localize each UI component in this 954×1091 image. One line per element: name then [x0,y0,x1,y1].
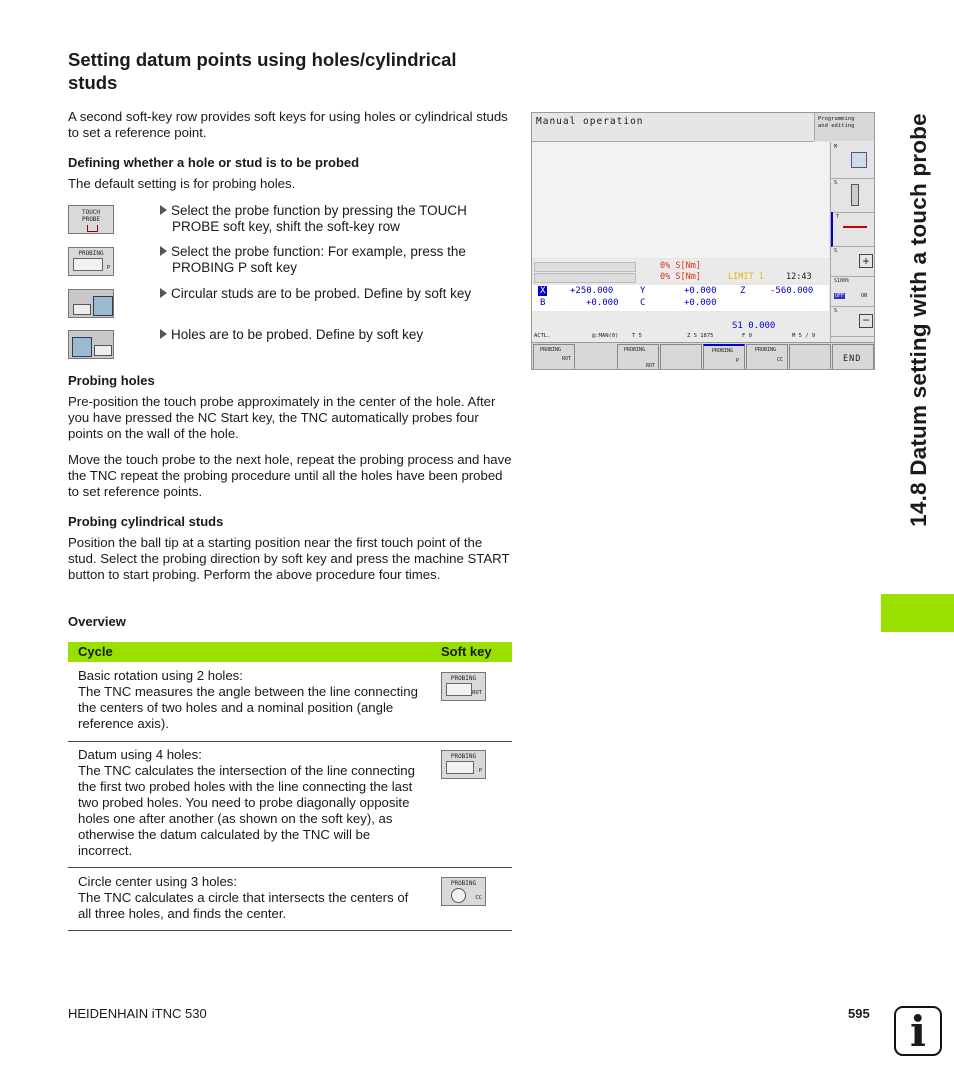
status-line-2: 0% S[Nm] [660,272,701,282]
screen-softkey: PROBING CC [746,344,788,370]
axis-y-label: Y [640,286,646,296]
stud-icon [73,304,91,315]
step-4-line1: Holes are to be probed. Define by soft key [171,327,424,342]
page-number: 595 [848,1006,870,1021]
probing-rot-icon [446,683,472,696]
chapter-title-text: 14.8 Datum setting with a touch probe [906,113,931,527]
mode-row-item: F 0 [742,333,752,339]
info-area [532,312,829,342]
row-1-title: Basic rotation using 2 holes: [78,668,243,683]
mode-row-item: Z S 1875 [687,333,714,339]
step-2-line1: Select the probe function: For example, press the [171,244,466,259]
axis-b-label: B [540,298,546,308]
arrow-icon [160,205,167,215]
footer-left: HEIDENHAIN iTNC 530 [68,1006,207,1021]
coordinates [532,285,829,311]
touch-probe-softkey [68,205,114,234]
side-key-t: T [831,212,875,247]
mode-row-item: M 5 / 9 [792,333,816,339]
info-icon: i [894,1006,942,1056]
status-area [532,259,829,283]
circle-center-icon [451,888,466,903]
screen-softkey [660,344,702,370]
hole-active-icon [72,337,92,357]
chapter-side-title [897,40,941,600]
probing-cc-softkey [441,877,486,906]
arrow-icon [160,246,167,256]
arrow-icon [843,226,867,228]
step-1-line1: Select the probe function by pressing the TOUCH [171,203,467,218]
load-bar [534,273,636,283]
probing-holes-p1: Pre-position the touch probe approximately in the center of the hole. After you have pressed the NC Start key, the TNC automatically probes four points on the wall of the hole. [68,394,496,441]
arrow-icon [160,329,167,339]
probing-holes-heading: Probing holes [68,373,155,388]
step-1 [160,203,510,235]
step-4 [160,327,510,343]
screen-display-area [532,142,829,258]
table-header [68,642,512,662]
arrow-icon [160,288,167,298]
row-divider [68,867,512,868]
limit-label: LIMIT 1 [728,272,764,282]
probing-p-table-icon [446,761,474,774]
step-2-line2: PROBING P soft key [172,260,298,275]
probing-holes-p2: Move the touch probe to the next hole, repeat the probing process and have the TNC repeat the probing procedure until all the holes have been probed to set reference points. [68,452,512,499]
overview-heading: Overview [68,614,126,629]
stud-softkey [68,289,114,318]
screen-softkey-end: END [832,344,874,370]
minus-icon: − [859,314,873,328]
probe-tip-icon [87,225,98,232]
row-3-desc: The TNC calculates a circle that intersects the centers of all three holes, and finds the center. [78,890,409,921]
axis-x-value: +250.000 [570,286,614,296]
hole-softkey [68,330,114,359]
side-key-minus: S − [831,306,875,337]
step-3 [160,286,510,302]
probing-rot-label: PROBING [450,675,477,682]
plus-icon: + [859,254,873,268]
on-label: ON [861,293,868,299]
screen-mode-right: Programming and editing [814,113,874,141]
probing-p-label: PROBING [450,753,477,760]
probing-p-softkey-table [441,750,486,779]
side-key-plus: S + [831,246,875,277]
side-key-m: M [831,142,875,179]
mode-row-item: T 5 [632,333,642,339]
load-bar [534,262,636,272]
probing-p-sub: P [478,768,482,774]
axis-z-value: -560.000 [770,286,814,296]
col-softkey: Soft key [441,644,492,659]
row-divider [68,741,512,742]
off-badge: OFF [835,293,845,299]
tnc-screen [531,112,875,370]
tool-icon [851,184,859,206]
spindle-icon [851,152,867,168]
side-key-s: S [831,178,875,213]
row-1-desc: The TNC measures the angle between the line connecting the centers of two holes and a nominal position (angle reference axis). [78,684,418,731]
define-heading: Defining whether a hole or stud is to be probed [68,155,360,170]
studs-text: Position the ball tip at a starting position near the first touch point of the stud. Select the probing direction by soft key and press the machine START button to start probing. Perform the above procedure four times. [68,535,510,582]
define-text: The default setting is for probing holes. [68,176,296,191]
probing-rot-softkey [441,672,486,701]
screen-softkey: PROBING P [703,344,745,370]
axis-c-value: +0.000 [684,298,717,308]
screen-softkey-row [532,342,874,370]
row-divider [68,930,512,931]
step-3-line1: Circular studs are to be probed. Define by soft key [171,286,472,301]
studs-heading: Probing cylindrical studs [68,514,224,529]
col-cycle: Cycle [78,644,113,659]
time-label: 12:43 [786,272,812,282]
probing-p-softkey-label: PROBING [78,250,104,257]
probing-p-softkey [68,247,114,276]
chapter-tab [881,594,954,632]
screen-softkey [789,344,831,370]
status-line-1: 0% S[Nm] [660,261,701,271]
stud-active-icon [93,296,113,316]
probing-cc-sub: CC [475,895,482,901]
step-1-line2: PROBE soft key, shift the soft-key row [172,219,400,234]
hole-icon [94,345,112,356]
axis-z-label: Z [740,286,746,296]
screen-softkey: PROBING ROT [617,344,659,370]
axis-y-value: +0.000 [684,286,717,296]
screen-side-keys [830,142,875,370]
screen-mode: Manual operation [536,116,644,127]
probing-p-icon [73,258,103,271]
section-title: Setting datum points using holes/cylindrical studs [68,49,457,93]
intro-paragraph: A second soft-key row provides soft keys for using holes or cylindrical studs to set a reference point. [68,109,508,140]
screen-softkey: PROBING ROT [533,344,575,370]
actl-label: ACTL. [534,333,551,339]
s1-value: S1 0.000 [732,321,776,331]
row-2-desc: The TNC calculates the intersection of the line connecting the first two probed holes with the line connecting the last two probed holes. You need to probe diagonally opposite holes one after another (as shown on the soft key), as otherwise the datum calculated by the TNC will be incorrect. [78,763,415,858]
probing-rot-sub: ROT [472,690,482,696]
axis-c-label: C [640,298,646,308]
screen-header [532,113,814,142]
mode-row-item: @:MAN(0) [592,333,619,339]
step-2 [160,244,510,276]
probing-cc-label: PROBING [450,880,477,887]
probing-p-softkey-sub: P [106,265,110,271]
axis-b-value: +0.000 [586,298,619,308]
row-2-title: Datum using 4 holes: [78,747,202,762]
side-key-s100: S100% OFF ON [831,276,875,307]
row-3-title: Circle center using 3 holes: [78,874,238,889]
axis-x-label: X [540,286,546,296]
touch-probe-softkey-label: TOUCH PROBE [81,209,101,223]
